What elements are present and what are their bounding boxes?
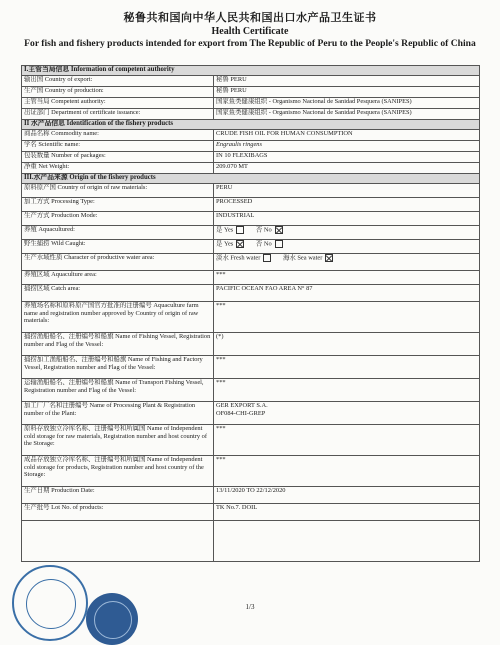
- value-packages: IN 10 FLEXIBAGS: [214, 152, 480, 163]
- title-chinese: 秘鲁共和国向中华人民共和国出口水产品卫生证书: [123, 12, 377, 24]
- label-aquaculture-area: 养殖区域 Aquaculture area:: [22, 271, 214, 285]
- section-competent-authority: I.主管当局信息 Information of competent authority: [22, 66, 480, 76]
- label-lot-number: 生产批号 Lot No. of products:: [22, 504, 214, 521]
- aquacultured-yes-checkbox[interactable]: [236, 226, 244, 234]
- value-aquaculture-farm: ***: [214, 302, 480, 333]
- aquacultured-no-checkbox[interactable]: [275, 226, 283, 234]
- water-area-options: [214, 254, 480, 271]
- label-net-weight: 净重 Net Weight:: [22, 163, 214, 174]
- value-cold-storage-raw: ***: [214, 425, 480, 456]
- fresh-water-checkbox[interactable]: [263, 254, 271, 262]
- label-aquaculture-farm: 养殖场名称和原料原产国官方批准的注册编号 Aquaculture farm name and registration number approved by Country of origin of raw materials:: [22, 302, 214, 333]
- label-scientific-name: 学名 Scientific name:: [22, 141, 214, 152]
- label-wild-caught: 野生捕捞 Wild Caught:: [22, 240, 214, 254]
- aquacultured-yes-label: 是 Yes: [216, 226, 234, 234]
- value-commodity: CRUDE FISH OIL FOR HUMAN CONSUMPTION: [214, 130, 480, 141]
- blank-cell-left: [22, 521, 214, 562]
- emblem-stamp: [86, 593, 138, 645]
- label-production-date: 生产日期 Production Date:: [22, 487, 214, 504]
- label-water-area: 生产水域性质 Character of productive water area:: [22, 254, 214, 271]
- label-country-export: 输出国 Country of export:: [22, 76, 214, 87]
- aquacultured-no-label: 否 No: [255, 226, 272, 234]
- label-factory-vessel: 捕捞加工渔船船名、注册编号和船旗 Name of Fishing and Factory Vessel, Registration number and Flag of the Vessel:: [22, 356, 214, 379]
- label-processing-plant: 加工厂厂名和注册编号 Name of Processing Plant & Registration number of the Plant:: [22, 402, 214, 425]
- value-country-export: 秘鲁 PERU: [214, 76, 480, 87]
- wild-caught-options: [214, 240, 480, 254]
- blank-cell-right: [214, 521, 480, 562]
- value-production-date: 13/11/2020 TO 22/12/2020: [214, 487, 480, 504]
- label-cold-storage-products: 成品存放独立冷库名称、注册编号和所属国 Name of Independent cold storage for products, Registration number and host country of the Storage:: [22, 456, 214, 487]
- certificate-header: [0, 9, 500, 49]
- label-country-production: 生产国 Country of production:: [22, 87, 214, 98]
- section-origin: III.水产品来源 Origin of the fishery products: [22, 174, 480, 184]
- value-net-weight: 209.070 MT: [214, 163, 480, 174]
- value-fishing-vessel: (*): [214, 333, 480, 356]
- value-country-production: 秘鲁 PERU: [214, 87, 480, 98]
- sea-water-label: 海水 Sea water: [282, 254, 323, 262]
- label-processing-type: 加工方式 Processing Type:: [22, 198, 214, 212]
- page-number: 1/3: [245, 603, 255, 611]
- label-packages: 包装数量 Number of packages:: [22, 152, 214, 163]
- fresh-water-label: 淡水 Fresh water: [216, 254, 261, 262]
- aquacultured-options: [214, 226, 480, 240]
- title-english: Health Certificate: [211, 26, 289, 37]
- label-issuing-department: 出证部门 Department of certificate issuance:: [22, 109, 214, 120]
- value-factory-vessel: ***: [214, 356, 480, 379]
- value-processing-plant: [214, 402, 480, 425]
- label-aquacultured: 养殖 Aquacultured:: [22, 226, 214, 240]
- plant-registration: OF084-CHI-GREP: [216, 409, 266, 417]
- value-competent-authority: 国家鱼类健康组织 - Organismo Nacional de Sanidad Pesquera (SANIPES): [214, 98, 480, 109]
- label-catch-area: 捕捞区域 Catch area:: [22, 285, 214, 302]
- value-transport-vessel: ***: [214, 379, 480, 402]
- value-catch-area: PACIFIC OCEAN FAO AREA N° 87: [214, 285, 480, 302]
- label-competent-authority: 主管当局 Competent authority:: [22, 98, 214, 109]
- wild-caught-yes-checkbox[interactable]: [236, 240, 244, 248]
- sea-water-checkbox[interactable]: [325, 254, 333, 262]
- plant-name: GER EXPORT S.A.: [216, 402, 268, 409]
- value-origin-country: PERU: [214, 184, 480, 198]
- value-issuing-department: 国家鱼类健康组织 - Organismo Nacional de Sanidad Pesquera (SANIPES): [214, 109, 480, 120]
- value-cold-storage-products: ***: [214, 456, 480, 487]
- value-processing-type: PROCESSED: [214, 198, 480, 212]
- label-origin-country: 原料原产国 Country of origin of raw materials:: [22, 184, 214, 198]
- label-commodity: 商品名称 Commodity name:: [22, 130, 214, 141]
- wild-caught-no-label: 否 No: [255, 240, 272, 248]
- wild-caught-no-checkbox[interactable]: [275, 240, 283, 248]
- section-fishery-products: II 水产品信息 Identification of the fishery products: [22, 120, 480, 130]
- value-lot-number: TK No.7. DOIL: [214, 504, 480, 521]
- value-scientific-name: Engraulis ringens: [214, 141, 480, 152]
- wild-caught-yes-label: 是 Yes: [216, 240, 234, 248]
- label-fishing-vessel: 捕捞渔船船名、注册编号和船旗 Name of Fishing Vessel, Registration number and Flag of the Vessel:: [22, 333, 214, 356]
- certificate-table: [21, 65, 480, 562]
- value-production-mode: INDUSTRIAL: [214, 212, 480, 226]
- label-production-mode: 生产方式 Production Mode:: [22, 212, 214, 226]
- label-transport-vessel: 运输渔船船名、注册编号和船旗 Name of Transport Fishing Vessel, Registration number and Flag of the Vessel:: [22, 379, 214, 402]
- subtitle-english: For fish and fishery products intended for export from The Republic of Peru to the People's Republic of China: [24, 38, 476, 49]
- value-aquaculture-area: ***: [214, 271, 480, 285]
- label-cold-storage-raw: 原料存放独立冷库名称、注册编号和所属国 Name of Independent cold storage for raw materials, Registration number and host country of the Storage:: [22, 425, 214, 456]
